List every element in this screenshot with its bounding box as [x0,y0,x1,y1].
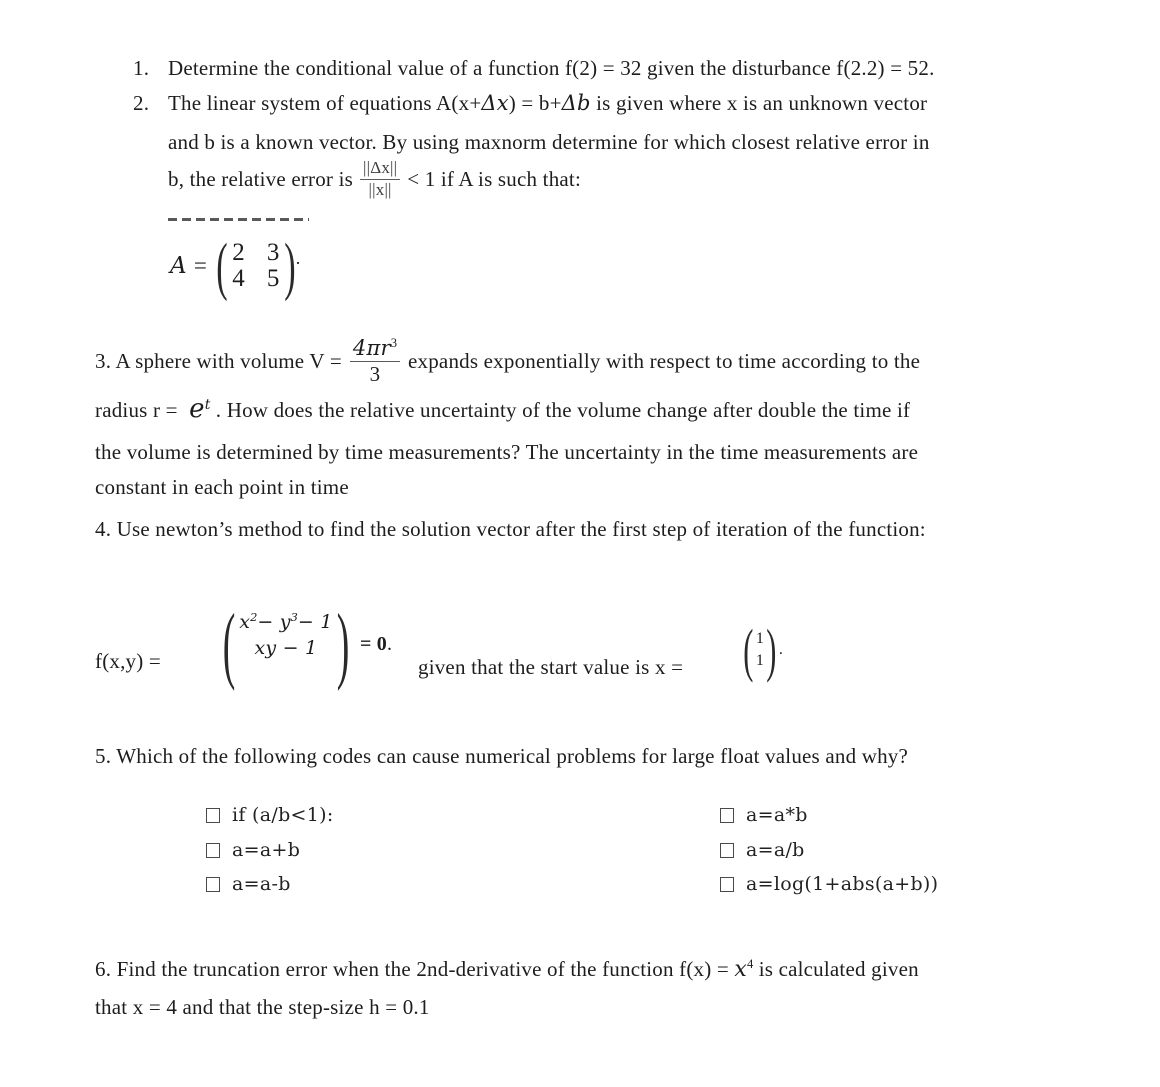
checkbox-option-a-log [720,873,938,895]
problem-1 [133,56,935,81]
checkbox-option-a-div-b [720,839,805,861]
matrix-a-values [232,240,279,293]
matrix-a-cell-10: 4 [232,265,245,292]
checkbox-option-a-times-b [720,804,808,826]
right-paren: ) [283,230,296,302]
volume-fraction-denominator: 3 [369,361,381,386]
matrix-a-period: . [295,248,301,268]
right-paren: ) [336,598,350,694]
problem-1-number: 1. [133,56,150,80]
e-exponent: t [204,397,211,413]
left-paren: ( [743,615,754,683]
problem-3-line4: constant in each point in time [95,475,349,499]
problem-3-text-a: 3. A sphere with volume V = [95,348,342,373]
matrix-a-equation [170,232,301,300]
matrix-a-label: A [170,253,187,279]
problem-2-line2: and b is a known vector. By using maxnorm determine for which closest relative error in [168,130,930,154]
checkbox-label: if (a/b<1): [232,804,334,826]
given-start-value-text: given that the start value is x = [418,655,684,679]
problem-3-text-d: . How does the relative uncertainty of the volume change after double the time if [210,398,911,422]
problem-3-text-c: radius r = [95,398,178,422]
fxy-label: f(x,y) = [95,649,161,673]
checkbox-icon[interactable] [206,808,220,823]
fxy-matrix [222,600,350,692]
checkbox-icon[interactable] [206,877,220,892]
x-squared-exp: 2 [250,610,258,624]
left-paren: ( [216,230,228,302]
matrix-a-cell-11: 5 [266,265,280,292]
problem-3-line2 [95,394,910,424]
start-vector-period: . [778,641,784,658]
problem-6-text-a: 6. Find the truncation error when the 2nd-derivative of the function f(x) = [95,957,735,981]
problem-1-text: Determine the conditional value of a function f(2) = 32 given the disturbance f(2.2) = 52. [168,56,935,80]
problem-2-text-e: < 1 if A is such that: [407,166,581,191]
equals-zero-period: . [387,633,393,655]
problem-2-number: 2. [133,91,150,115]
problem-5-text: 5. Which of the following codes can cause numerical problems for large float values and why? [95,744,909,768]
problem-2-text-d: b, the relative error is [168,166,353,191]
equals-sign: = [193,253,207,278]
x-term: x [734,957,747,982]
problem-6-text-b: is calculated given [753,957,919,981]
start-vector-values [756,628,764,671]
dashed-line-artifact [168,218,309,221]
problem-6-line2: that x = 4 and that the step-size h = 0.1 [95,995,430,1019]
problem-2-text-c: is given where x is an unknown vector [590,91,928,115]
start-vector-value-2: 1 [755,652,765,669]
x-exponent: 4 [746,957,754,971]
checkbox-label: a=a*b [746,804,808,826]
checkbox-icon[interactable] [720,843,734,858]
problem-4-text: 4. Use newton’s method to find the solution vector after the first step of iteration of the function: [95,517,926,541]
matrix-a-cell-00: 2 [232,238,245,266]
volume-fraction-numerator: $4\pi r^3$ [350,337,400,362]
fxy-matrix-row2: xy − 1 [254,636,318,659]
fxy-matrix-rows [239,600,332,661]
checkbox-label: a=a/b [746,839,805,861]
checkbox-label: a=log(1+abs(a+b)) [746,873,939,895]
problem-6-line1 [95,957,919,982]
problem-2-text-a: The linear system of equations A(x+ [168,91,482,115]
problem-3-text-b: expands exponentially with respect to time according to the [408,348,921,373]
matrix-a-cell-01: 3 [266,238,280,266]
problem-2-text-b: ) = b+ [508,91,562,115]
left-paren: ( [222,598,236,694]
norm-fraction [360,159,400,199]
problem-3-line1 [95,336,920,386]
checkbox-option-a-plus-b [206,839,300,861]
checkbox-label: a=a+b [232,839,301,861]
volume-fraction [350,337,400,385]
norm-fraction-denominator: ||x|| [368,179,392,199]
checkbox-icon[interactable] [720,808,734,823]
checkbox-option-if-ab [206,804,334,826]
problem-2-line3 [168,155,581,203]
problem-3-line3: the volume is determined by time measurements? The uncertainty in the time measurements are [95,440,919,464]
delta-b-term: Δb [561,91,591,115]
checkbox-icon[interactable] [206,843,220,858]
checkbox-label: a=a-b [232,873,291,895]
delta-x-term: Δx [481,91,509,115]
checkbox-icon[interactable] [720,877,734,892]
volume-fraction-exponent: 3 [390,335,397,350]
fxy-matrix-row1: x 2 − y 3 − 1 [239,610,332,636]
e-term: e [189,394,205,424]
problem-2-line1 [133,91,927,116]
right-paren: ) [766,615,777,683]
start-vector [743,615,784,683]
y-cubed-exp: 3 [290,610,298,624]
checkbox-option-a-minus-b [206,873,291,895]
norm-fraction-numerator: ||Δx|| [360,159,400,179]
start-vector-value-1: 1 [755,630,765,648]
equals-zero: = 0. [360,633,393,655]
